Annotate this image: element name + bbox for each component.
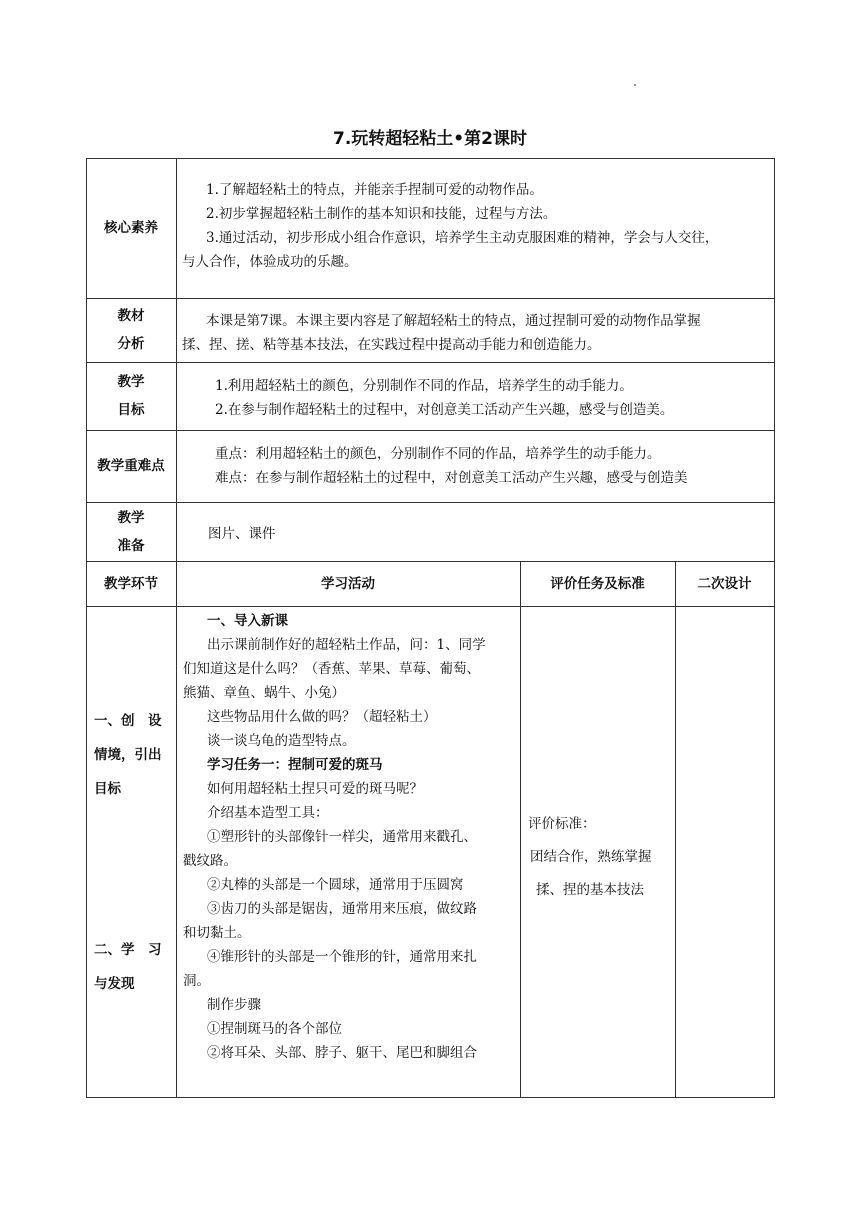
- key-difficult-points-label: [86, 430, 176, 502]
- evaluation-line: 揉、捏的基本技法: [536, 882, 644, 898]
- activity-line: 制作步骤: [207, 997, 261, 1013]
- stage-1-line: 情境，引出: [94, 747, 162, 763]
- redesign-cell: [676, 607, 774, 1097]
- table-rule: [86, 298, 775, 299]
- key-point-line: 重点：利用超轻粘土的颜色，分别制作不同的作品，培养学生的动手能力。: [215, 446, 661, 462]
- core-literacy-content: [182, 178, 772, 274]
- core-literacy-line: 3.通过活动，初步形成小组合作意识，培养学生主动克服困难的精神，学会与人交往，: [206, 230, 719, 246]
- table-rule: [86, 502, 775, 503]
- table-rule: [86, 362, 775, 363]
- activity-line: ④锥形针的头部是一个锥形的针，通常用来扎: [207, 949, 477, 965]
- activity-line: 谈一谈乌龟的造型特点。: [207, 733, 356, 749]
- activity-line: 们知道这是什么吗？（香蕉、苹果、草莓、葡萄、: [183, 661, 480, 677]
- stage-2: [94, 933, 174, 1001]
- stage-2-line: 与发现: [94, 976, 135, 992]
- teaching-goals-line: 1.利用超轻粘土的颜色，分别制作不同的作品，培养学生的动手能力。: [215, 378, 633, 394]
- stage-2-line: 二、学 习: [94, 942, 162, 958]
- core-literacy-label-text: 核心素养: [104, 220, 158, 236]
- table-rule-col: [176, 158, 177, 1098]
- teaching-goals-line: 2.在参与制作超轻粘土的过程中，对创意美工活动产生兴趣，感受与创造美。: [215, 402, 674, 418]
- table-rule-right: [774, 158, 775, 1098]
- activity-line: 这些物品用什么做的吗？（超轻粘土）: [207, 709, 437, 725]
- core-literacy-line: 1.了解超轻粘土的特点，并能亲手捏制可爱的动物作品。: [206, 182, 543, 198]
- table-rule-col: [520, 561, 521, 1098]
- activity-line: 熊猫、章鱼、蜗牛、小兔）: [183, 685, 345, 701]
- lesson-plan-table: [86, 158, 775, 1098]
- teaching-prep-content: [208, 522, 508, 546]
- core-literacy-label: [86, 158, 176, 298]
- material-analysis-label-1: 教材: [117, 308, 145, 324]
- stage-1-line: 目标: [94, 781, 121, 797]
- table-rule-top: [86, 158, 775, 159]
- col-header-activity-text: 学习活动: [321, 575, 375, 592]
- col-header-stage-text: 教学环节: [104, 575, 158, 592]
- activity-task-heading: 学习任务一：捏制可爱的斑马: [207, 757, 383, 773]
- teaching-goals-content: [182, 374, 772, 422]
- teaching-prep-label: [86, 502, 176, 561]
- col-header-activity: [176, 561, 520, 606]
- teaching-prep-label-2: 准备: [117, 537, 145, 554]
- activity-heading: 一、导入新课: [207, 613, 288, 629]
- material-analysis-content: [182, 309, 772, 357]
- col-header-redesign-text: 二次设计: [697, 575, 752, 592]
- activity-line: ③齿刀的头部是锯齿，通常用来压痕，做纹路: [207, 901, 477, 917]
- core-literacy-line: 2.初步掌握超轻粘土制作的基本知识和技能，过程与方法。: [206, 206, 557, 222]
- table-rule: [86, 606, 775, 607]
- table-rule: [86, 430, 775, 431]
- stage-1-line: 一、创 设: [94, 713, 162, 729]
- activity-line: ①捏制斑马的各个部位: [207, 1021, 342, 1037]
- col-header-redesign: [675, 561, 774, 606]
- page-dot: [634, 84, 636, 86]
- activity-line: 如何用超轻粘土捏只可爱的斑马呢？: [207, 781, 423, 797]
- teaching-goals-label-1: 教学: [117, 374, 145, 390]
- page-title: 7.玩转超轻粘土•第2课时: [333, 129, 527, 149]
- activity-line: 出示课前制作好的超轻粘土作品，问：1、同学: [207, 637, 486, 653]
- activity-line: ②将耳朵、头部、脖子、躯干、尾巴和脚组合: [207, 1045, 477, 1061]
- material-analysis-label: [86, 298, 176, 362]
- key-difficult-points-label-text: 教学重难点: [97, 458, 165, 474]
- learning-activity-content: [183, 609, 518, 1065]
- key-difficult-points-content: [182, 442, 772, 490]
- activity-line: 戳纹路。: [183, 853, 237, 869]
- activity-line: 和切黏土。: [183, 925, 251, 941]
- evaluation-line: 团结合作，熟练掌握: [530, 849, 652, 865]
- core-literacy-line: 与人合作，体验成功的乐趣。: [182, 254, 358, 270]
- material-analysis-line: 本课是第7课。本课主要内容是了解超轻粘土的特点，通过捏制可爱的动物作品掌握: [206, 313, 701, 329]
- col-header-stage: [86, 561, 176, 606]
- material-analysis-line: 揉、捏、搓、粘等基本技法，在实践过程中提高动手能力和创造能力。: [182, 337, 601, 353]
- activity-line: 介绍基本造型工具：: [207, 805, 329, 821]
- stage-1: [94, 704, 174, 806]
- difficult-point-line: 难点：在参与制作超轻粘土的过程中，对创意美工活动产生兴趣，感受与创造美: [215, 470, 688, 486]
- material-analysis-label-2: 分析: [117, 336, 145, 352]
- evaluation-content: [528, 808, 673, 907]
- teaching-prep-text: 图片、课件: [208, 526, 276, 542]
- col-header-evaluation: [520, 561, 675, 606]
- activity-line: ①塑形针的头部像针一样尖，通常用来戳孔、: [207, 829, 477, 845]
- teaching-prep-label-1: 教学: [117, 509, 145, 526]
- evaluation-line: 评价标准：: [528, 816, 596, 832]
- teaching-goals-label-2: 目标: [117, 402, 145, 418]
- col-header-evaluation-text: 评价任务及标准: [550, 575, 645, 592]
- activity-line: 洞。: [183, 973, 210, 989]
- teaching-goals-label: [86, 362, 176, 430]
- table-rule-bottom: [86, 1097, 775, 1098]
- activity-line: ②丸棒的头部是一个圆球，通常用于压圆窝: [207, 877, 464, 893]
